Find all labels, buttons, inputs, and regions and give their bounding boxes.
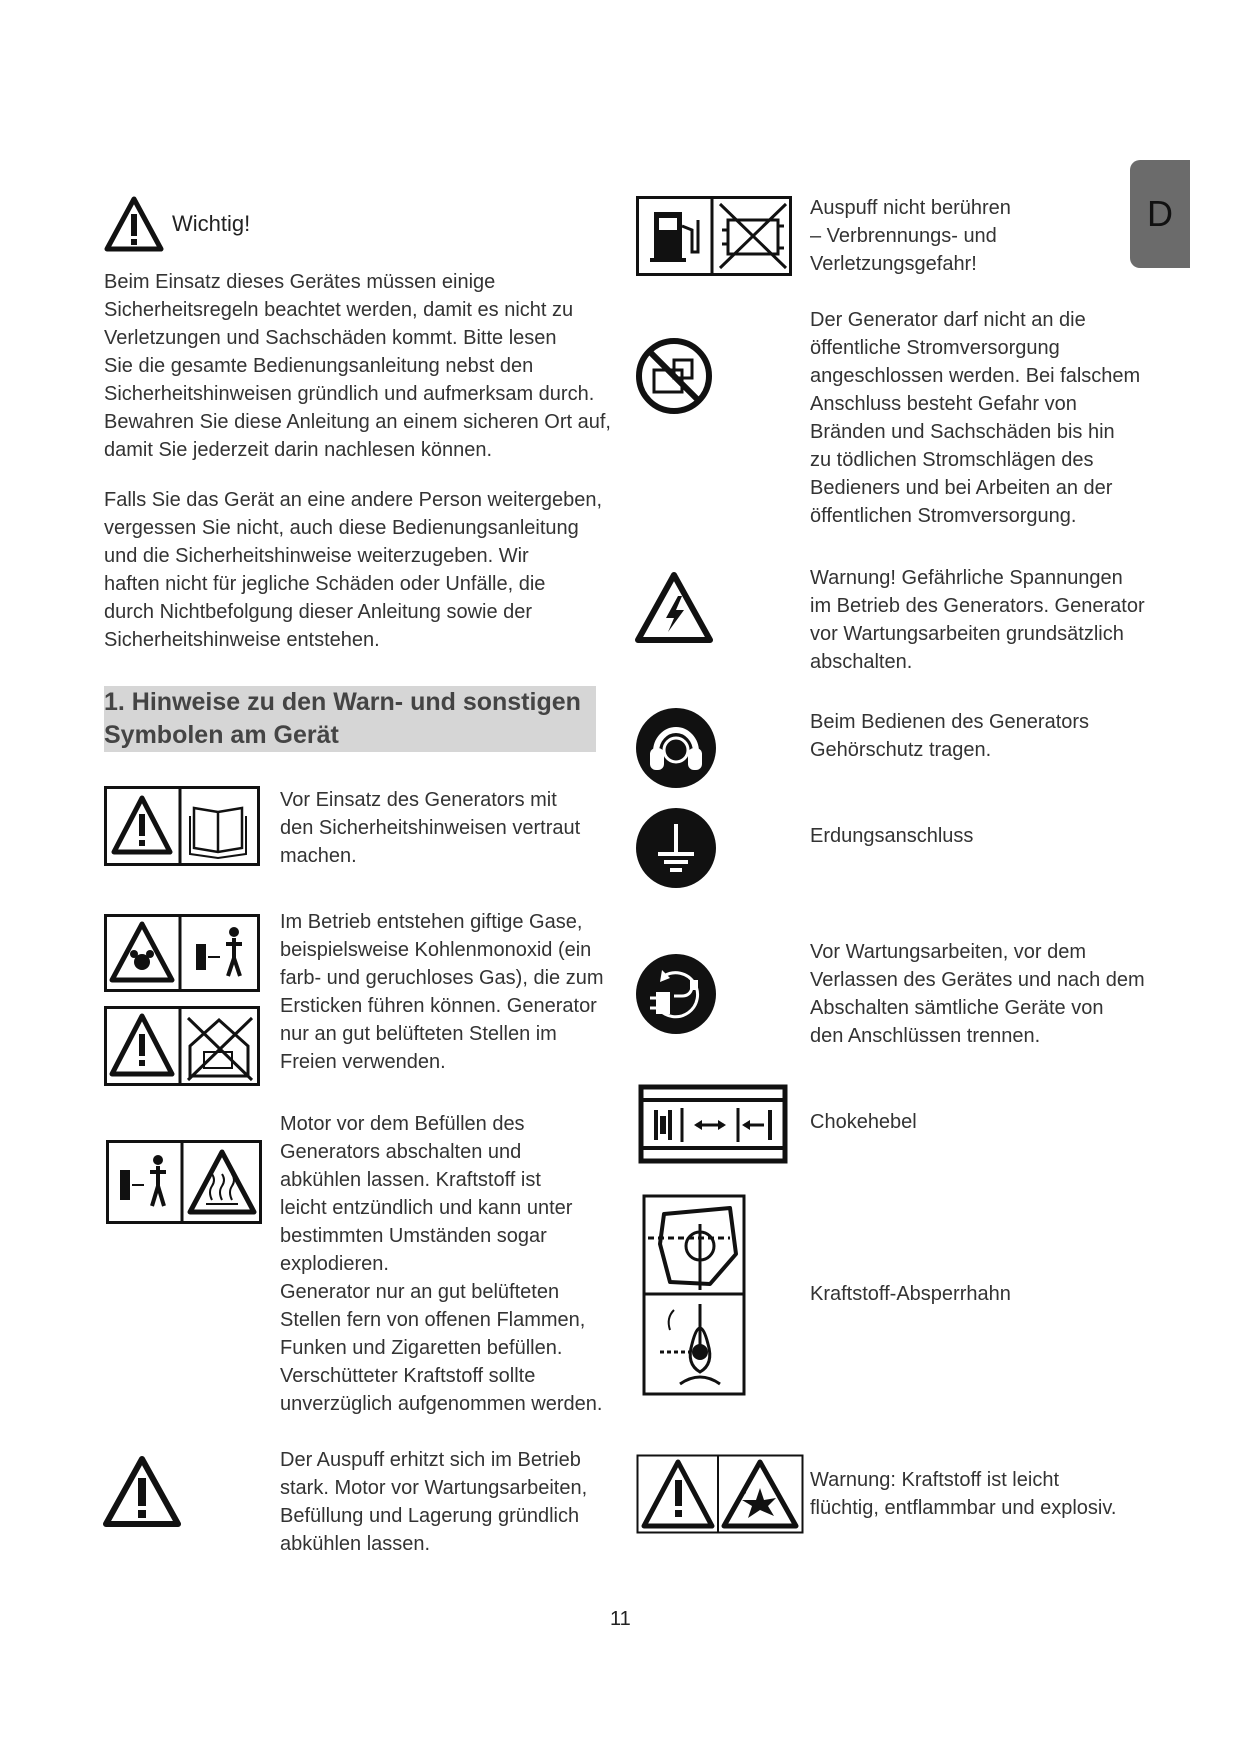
text-line: Verletzungen und Sachschäden kommt. Bitte lesen <box>104 327 557 349</box>
text-read-manual: Vor Einsatz des Generators mit den Sicherheitshinweisen vertraut machen. <box>280 789 581 867</box>
text-line: damit Sie jederzeit darin nachlesen können. <box>104 439 493 461</box>
language-tab: D <box>1130 160 1190 268</box>
hearing-protection-icon <box>634 706 718 790</box>
text-line: durch Nichtbefolgung dieser Anleitung sowie der <box>104 601 533 623</box>
text-exhaust-hot: Der Auspuff erhitzt sich im Betrieb stark. Motor vor Wartungsarbeiten, Befüllung und Lagerung gründlich abkühlen lassen. <box>280 1449 588 1555</box>
section-heading: 1. Hinweise zu den Warn- und sonstigen Symbolen am Gerät <box>104 686 596 752</box>
text-ground: Erdungsanschluss <box>810 825 974 847</box>
text-line: haften nicht für jegliche Schäden oder Unfälle, die <box>104 573 546 595</box>
text-line: Beim Einsatz dieses Gerätes müssen einige <box>104 271 496 293</box>
warning-triangle-icon <box>104 196 164 252</box>
text-line: Sicherheitsregeln beachtet werden, damit es nicht zu <box>104 299 574 321</box>
toxic-gas-icon <box>104 914 260 992</box>
text-line: und die Sicherheitshinweise weiterzugeben. Wir <box>104 545 529 567</box>
stop-engine-hot-surface-icon <box>106 1140 262 1224</box>
unplug-devices-icon <box>634 952 718 1036</box>
text-flammable: Warnung: Kraftstoff ist leicht flüchtig, entflammbar und explosiv. <box>810 1469 1117 1519</box>
text-hearing: Beim Bedienen des Generators Gehörschutz tragen. <box>810 711 1090 761</box>
text-voltage: Warnung! Gefährliche Spannungen im Betrieb des Generators. Generator vor Wartungsarbeiten grundsätzlich abschalten. <box>810 567 1145 673</box>
text-line: Sie die gesamte Bedienungsanleitung nebst den <box>104 355 534 377</box>
read-manual-icon <box>104 786 260 866</box>
text-line: Sicherheitshinweisen gründlich und aufmerksam durch. <box>104 383 595 405</box>
intro-paragraph-2 <box>104 486 602 654</box>
ground-connection-icon <box>634 806 718 890</box>
important-notice <box>104 196 250 252</box>
text-no-grid: Der Generator darf nicht an die öffentliche Stromversorgung angeschlossen werden. Bei falschem Anschluss besteht Gefahr von Bränden und Sachschäden bis hin zu tödlichen Stromschlägen des Bedieners und bei Arbeiten an der öffentlichen Stromversorgung. <box>810 309 1141 527</box>
warning-triangle-icon <box>102 1454 182 1528</box>
page-number: 11 <box>610 1608 631 1630</box>
choke-lever-icon <box>638 1084 788 1164</box>
text-toxic-gases: Im Betrieb entstehen giftige Gase, beispielsweise Kohlenmonoxid (ein farb- und geruchloses Gas), die zum Ersticken führen können. Generator nur an gut belüfteten Stellen im Freien verwenden. <box>280 911 604 1073</box>
text-exhaust-no-touch: Auspuff nicht berühren – Verbrennungs- und Verletzungsgefahr! <box>810 197 1011 275</box>
text-unplug: Vor Wartungsarbeiten, vor dem Verlassen des Gerätes und nach dem Abschalten sämtliche Geräte von den Anschlüssen trennen. <box>810 941 1145 1047</box>
flammable-explosive-icon <box>636 1454 804 1534</box>
no-grid-connection-icon <box>634 336 714 416</box>
text-line: Sicherheitshinweise entstehen. <box>104 629 380 651</box>
text-line: Falls Sie das Gerät an eine andere Person weitergeben, <box>104 489 603 511</box>
text-fuel-safety: Motor vor dem Befüllen des Generators abschalten und abkühlen lassen. Kraftstoff ist leicht entzündlich und kann unter bestimmten Umständen sogar explodieren. Generator nur an gut belüfteten Stellen fern von offenen Flammen, Funken und Zigaretten befüllen. Verschütteter Kraftstoff sollte unverzüglich aufgenommen werden. <box>280 1113 603 1415</box>
text-line: Bewahren Sie diese Anleitung an einem sicheren Ort auf, <box>104 411 611 433</box>
intro-paragraph-1 <box>104 268 611 464</box>
important-label: Wichtig! <box>172 211 251 236</box>
indoor-prohibited-icon <box>104 1006 260 1086</box>
text-line: vergessen Sie nicht, auch diese Bedienungsanleitung <box>104 517 579 539</box>
high-voltage-icon <box>634 570 714 644</box>
fuel-exhaust-icon <box>636 196 792 276</box>
fuel-valve-icon <box>640 1194 746 1396</box>
text-fuel-valve: Kraftstoff-Absperrhahn <box>810 1283 1011 1305</box>
text-choke: Chokehebel <box>810 1111 917 1133</box>
